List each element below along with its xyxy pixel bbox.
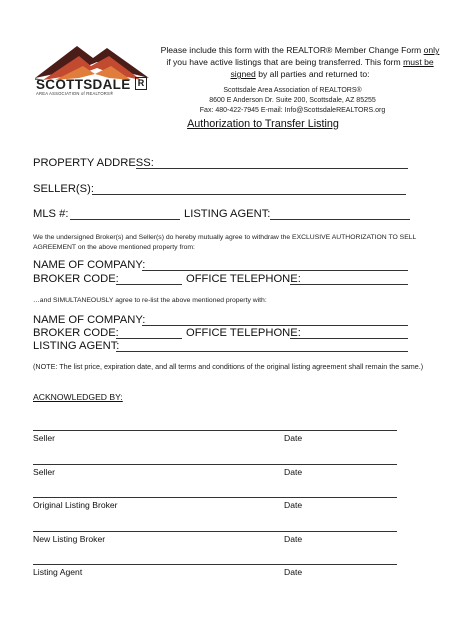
mls-label: MLS #: (33, 208, 69, 220)
signature-label: Seller (33, 433, 55, 443)
sellers-label: SELLER(S): (33, 183, 94, 195)
date-label: Date (284, 534, 303, 544)
listing-agent-field[interactable] (270, 219, 410, 220)
from-company-field[interactable] (142, 270, 408, 271)
instructions (150, 44, 450, 80)
agreement-text: We the undersigned Broker(s) and Seller(s) do hereby mutually agree to withdraw the EXCLUSIVE AUTHORIZATION TO SELL AGREEMENT on the above mentioned property from: (33, 234, 417, 251)
sellers-field[interactable] (92, 194, 406, 195)
instr-must: must be (403, 57, 434, 67)
to-listing-agent-field[interactable] (116, 351, 408, 352)
to-broker-code-field[interactable] (116, 338, 182, 339)
instr-only: only (423, 45, 440, 55)
logo-subtitle: AREA ASSOCIATION of REALTORS® (36, 91, 114, 96)
listing-agent-label: LISTING AGENT: (184, 208, 271, 220)
signature-label: Original Listing Broker (33, 500, 118, 510)
instr-post: by all parties and returned to: (255, 69, 370, 79)
date-label: Date (284, 433, 303, 443)
acknowledged-heading: ACKNOWLEDGED BY: (33, 392, 123, 402)
logo-brand: SCOTTSDALE (36, 77, 131, 92)
from-broker-code-label: BROKER CODE: (33, 273, 119, 285)
to-company-field[interactable] (142, 325, 408, 326)
from-broker-code-field[interactable] (116, 284, 182, 285)
addr-line1: Scottsdale Area Association of REALTORS® (223, 87, 362, 94)
date-label: Date (284, 467, 303, 477)
instr-pre: Please include this form with the REALTOR® Member Change Form (160, 45, 424, 55)
to-office-telephone-label: OFFICE TELEPHONE: (186, 327, 301, 339)
form-title: Authorization to Transfer Listing (187, 118, 339, 130)
relist-text: …and SIMULTANEOUSLY agree to re-list the above mentioned property with: (33, 297, 267, 304)
to-broker-code-label: BROKER CODE: (33, 327, 119, 339)
signature-line-new-broker[interactable] (33, 531, 397, 532)
from-office-telephone-field[interactable] (290, 284, 408, 285)
date-label: Date (284, 500, 303, 510)
signature-label: New Listing Broker (33, 534, 106, 544)
signature-label: Seller (33, 467, 55, 477)
signature-label: Listing Agent (33, 567, 83, 577)
addr-line2: 8600 E Anderson Dr. Suite 200, Scottsdale, AZ 85255 (209, 96, 376, 104)
addr-line3: Fax: 480-422-7945 E-mail: Info@ScottsdaleREALTORS.org (199, 106, 386, 114)
instr-mid: if you have active listings that are being transferred. This form (166, 57, 404, 67)
from-company-label: NAME OF COMPANY: (33, 259, 146, 271)
to-office-telephone-field[interactable] (290, 338, 408, 339)
mls-field[interactable] (70, 219, 180, 220)
signature-line-listing-agent[interactable] (33, 564, 397, 565)
address-block (175, 86, 410, 115)
realtor-r-icon: R (135, 77, 147, 90)
property-address-label: PROPERTY ADDRESS: (33, 157, 154, 169)
note-text: (NOTE: The list price, expiration date, and all terms and conditions of the original listing agreement shall remain the same.) (33, 362, 424, 371)
to-listing-agent-label: LISTING AGENT: (33, 340, 120, 352)
date-label: Date (284, 567, 303, 577)
instr-signed: signed (230, 69, 256, 79)
signature-line-seller-2[interactable] (33, 464, 397, 465)
property-address-field[interactable] (136, 168, 408, 169)
from-office-telephone-label: OFFICE TELEPHONE: (186, 273, 301, 285)
to-company-label: NAME OF COMPANY: (33, 314, 146, 326)
signature-line-seller-1[interactable] (33, 430, 397, 431)
signature-line-original-broker[interactable] (33, 497, 397, 498)
